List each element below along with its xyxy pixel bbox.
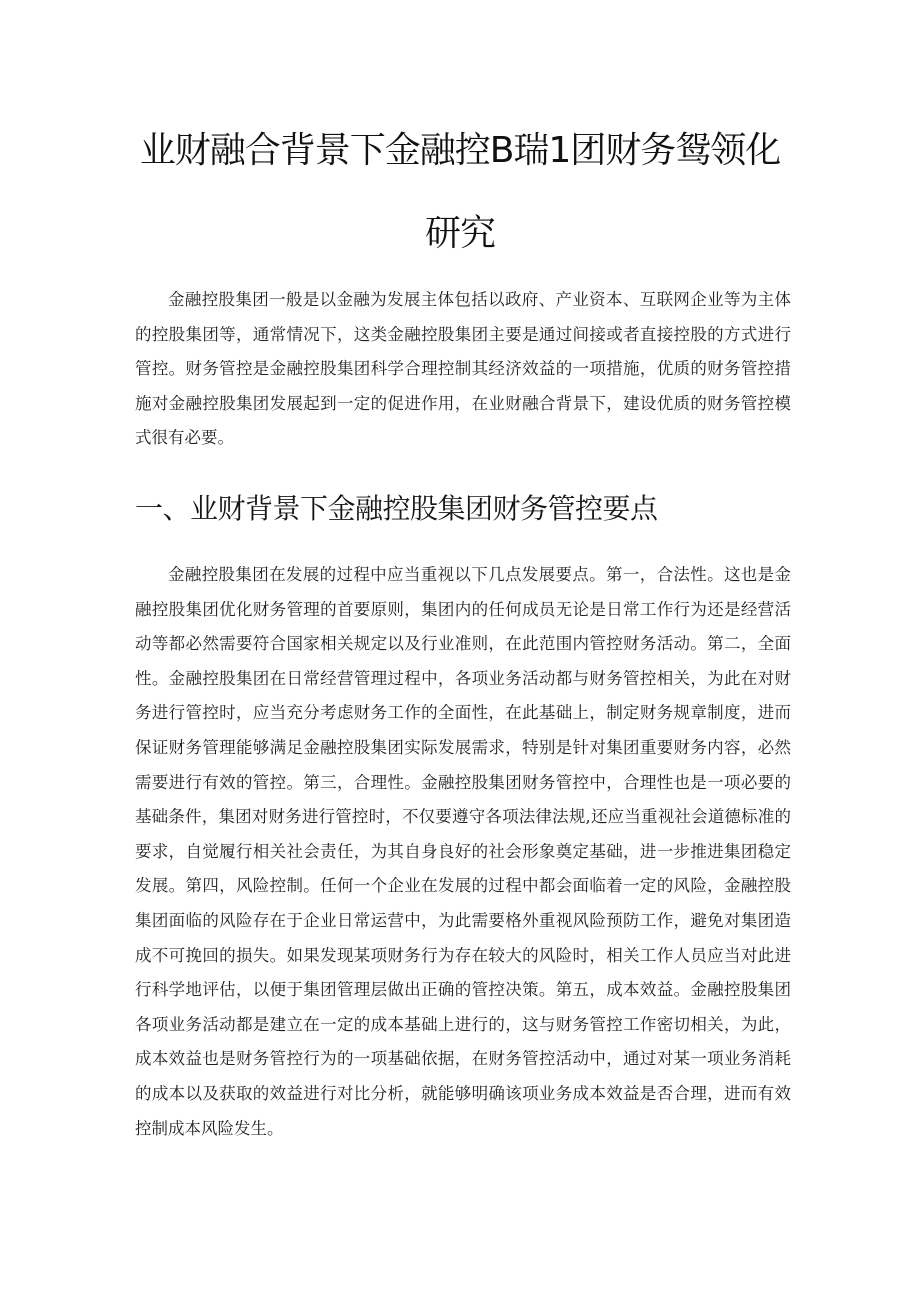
section-1-heading: 一、业财背景下金融控股集团财务管控要点 bbox=[135, 492, 658, 525]
document-title-line-1: 业财融合背景下金融控B瑞1团财务鸳领化 bbox=[139, 130, 781, 171]
intro-paragraph: 金融控股集团一般是以金融为发展主体包括以政府、产业资本、互联网企业等为主体的控股集团等，通常情况下，这类金融控股集团主要是通过间接或者直接控股的方式进行管控。财务管控是金融控股集团科学合理控制其经济效益的一项措施，优质的财务管控措施对金融控股集团发展起到一定的促进作用，在业财融合背景下，建设优质的财务管控模式很有必要。 bbox=[135, 290, 791, 448]
section-1-body-paragraph: 金融控股集团在发展的过程中应当重视以下几点发展要点。第一，合法性。这也是金融控股集团优化财务管理的首要原则，集团内的任何成员无论是日常工作行为还是经营活动等都必然需要符合国家相关规定以及行业准则，在此范围内管控财务活动。第二，全面性。金融控股集团在日常经营管理过程中，各项业务活动都与财务管控相关，为此在对财务进行管控时，应当充分考虑财务工作的全面性，在此基础上，制定财务规章制度，进而保证财务管理能够满足金融控股集团实际发展需求，特别是针对集团重要财务内容，必然需要进行有效的管控。第三，合理性。金融控股集团财务管控中，合理性也是一项必要的基础条件，集团对财务进行管控时，不仅要遵守各项法律法规,还应当重视社会道德标准的要求，自觉履行相关社会责任，为其自身良好的社会形象奠定基础，进一步推进集团稳定发展。第四，风险控制。任何一个企业在发展的过程中都会面临着一定的风险，金融控股集团面临的风险存在于企业日常运营中，为此需要格外重视风险预防工作，避免对集团造成不可挽回的损失。如果发现某项财务行为存在较大的风险时，相关工作人员应当对此进行科学地评估，以便于集团管理层做出正确的管控决策。第五，成本效益。金融控股集团各项业务活动都是建立在一定的成本基础上进行的，这与财务管控工作密切相关，为此，成本效益也是财务管控行为的一项基础依据，在财务管控活动中，通过对某一项业务消耗的成本以及获取的效益进行对比分析，就能够明确该项业务成本效益是否合理，进而有效控制成本风险发生。 bbox=[135, 565, 791, 1138]
document-title-line-2: 研究 bbox=[424, 213, 495, 254]
